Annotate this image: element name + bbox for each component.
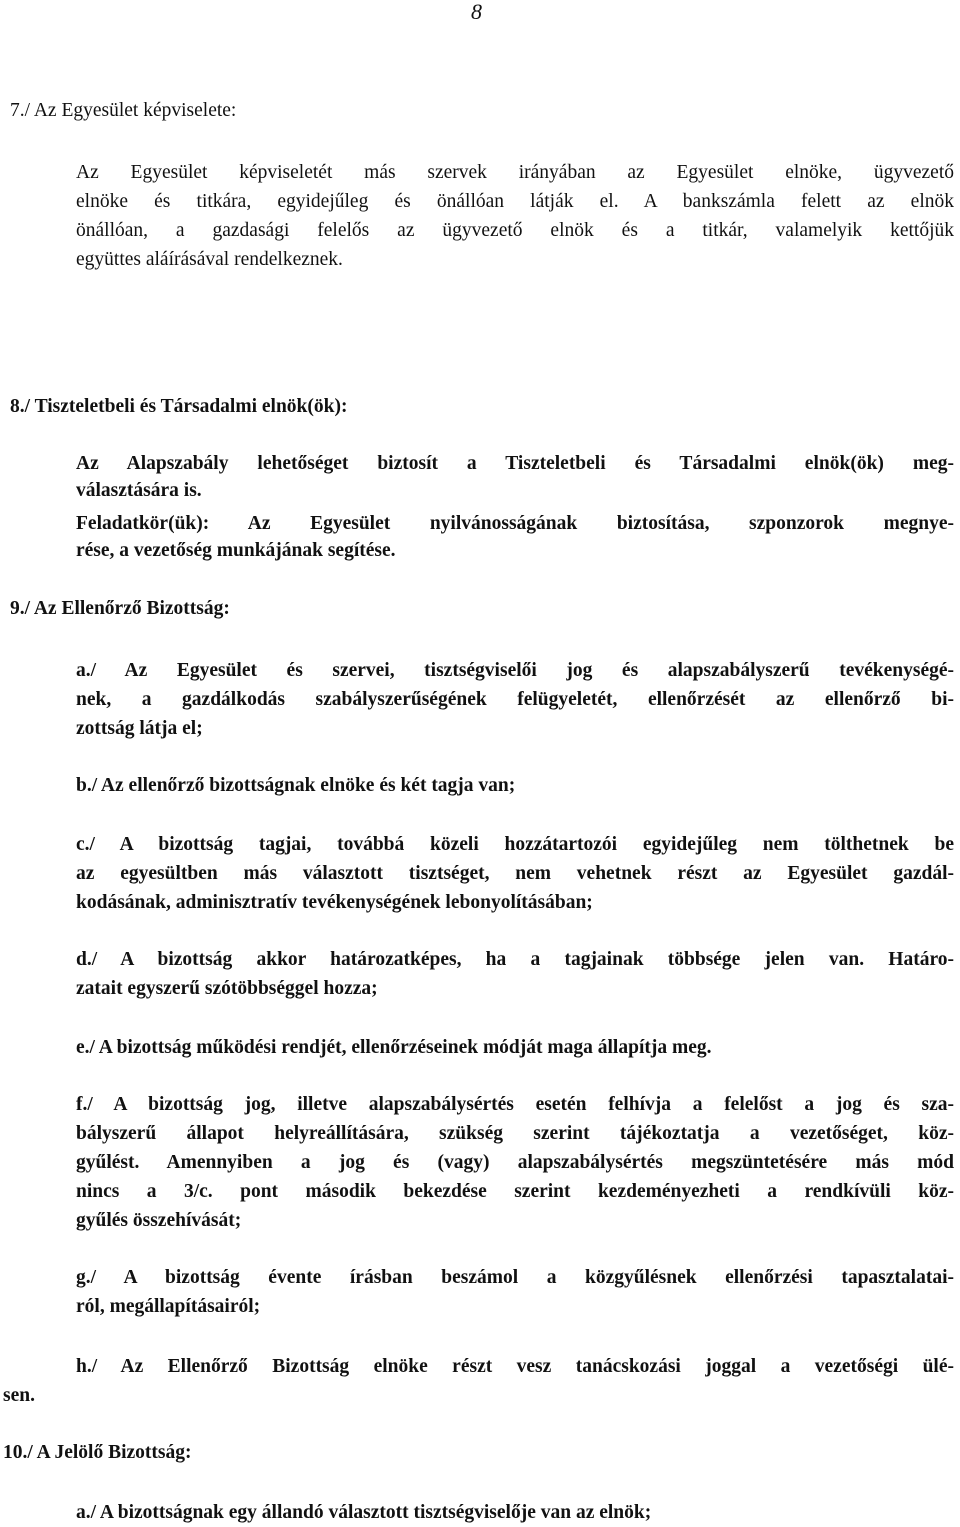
item-c-line: kodásának, adminisztratív tevékenységének lebonyolításában; [76,892,593,913]
item-a-line: a./ Az Egyesület és szervei, tisztségviselői jog és alapszabályszerű tevékenységé- [76,660,954,681]
section-7-text-line: önállóan, a gazdasági felelős az ügyvezető elnök és a titkár, valamelyik kettőjük [76,220,954,241]
item-f-line: f./ A bizottság jog, illetve alapszabálysértés esetén felhívja a felelőst a jog és sza- [76,1094,954,1115]
item-f-line: nincs a 3/c. pont második bekezdése szerint kezdeményezheti a rendkívüli köz- [76,1181,954,1202]
section-8-text-line: Feladatkör(ük): Az Egyesület nyilvánosságának biztosítása, szponzorok megnye- [76,513,954,534]
section-7-text-line: elnöke és titkára, egyidejűleg és önállóan látják el. A bankszámla felett az elnök [76,191,954,212]
section-10-item-a-line: a./ A bizottságnak egy állandó választott tisztségviselője van az elnök; [76,1502,652,1523]
section-7-heading: 7./ Az Egyesület képviselete: [10,100,237,121]
page-number: 8 [471,0,482,24]
item-c-line: c./ A bizottság tagjai, továbbá közeli hozzátartozói egyidejűleg nem tölthetnek be [76,834,954,855]
item-d-line: zatait egyszerű szótöbbséggel hozza; [76,978,378,999]
item-b-line: b./ Az ellenőrző bizottságnak elnöke és két tagja van; [76,775,516,796]
section-10-heading: 10./ A Jelölő Bizottság: [3,1442,192,1463]
section-9-heading: 9./ Az Ellenőrző Bizottság: [10,598,230,619]
section-8-text-line: választására is. [76,480,202,501]
item-f-line: gyűlés összehívását; [76,1210,242,1231]
section-7-text-line: együttes aláírásával rendelkeznek. [76,249,343,270]
item-d-line: d./ A bizottság akkor határozatképes, ha a tagjainak többsége jelen van. Határo- [76,949,954,970]
item-a-line: zottság látja el; [76,718,203,739]
section-8-heading: 8./ Tiszteletbeli és Társadalmi elnök(ök): [10,396,348,417]
item-c-line: az egyesültben más választott tisztséget, nem vehetnek részt az Egyesület gazdál- [76,863,954,884]
item-g-line: g./ A bizottság évente írásban beszámol a közgyűlésnek ellenőrzési tapasztalatai- [76,1267,954,1288]
item-a-line: nek, a gazdálkodás szabályszerűségének felügyeletét, ellenőrzését az ellenőrző bi- [76,689,954,710]
section-7-text-line: Az Egyesület képviseletét más szervek irányában az Egyesület elnöke, ügyvezető [76,162,954,183]
item-f-line: gyűlést. Amennyiben a jog és (vagy) alapszabálysértés megszüntetésére más mód [76,1152,954,1173]
section-8-text-line: Az Alapszabály lehetőséget biztosít a Tiszteletbeli és Társadalmi elnök(ök) meg- [76,453,954,474]
item-h-line: h./ Az Ellenőrző Bizottság elnöke részt vesz tanácskozási joggal a vezetőségi ülé- [76,1356,954,1377]
section-8-text-line: rése, a vezetőség munkájának segítése. [76,540,396,561]
item-g-line: ról, megállapításairól; [76,1296,261,1317]
item-e-line: e./ A bizottság működési rendjét, ellenőrzéseinek módját maga állapítja meg. [76,1037,712,1058]
item-h-line: sen. [3,1385,35,1406]
item-f-line: bályszerű állapot helyreállítására, szükség szerint tájékoztatja a vezetőséget, köz- [76,1123,954,1144]
